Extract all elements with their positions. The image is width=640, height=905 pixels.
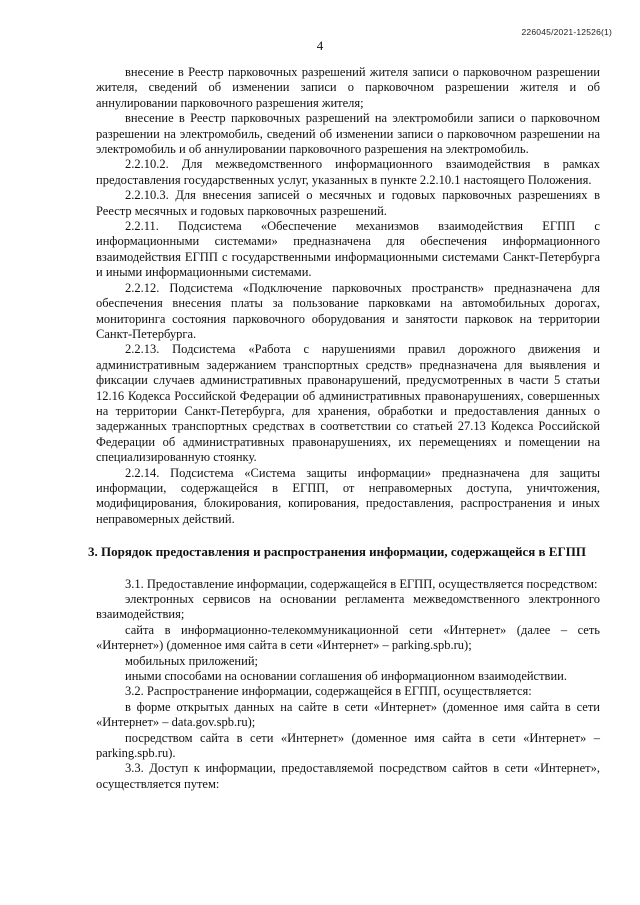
- paragraph: 3.2. Распространение информации, содержащейся в ЕГПП, осуществляется:: [125, 684, 532, 699]
- paragraph: внесение в Реестр парковочных разрешений жителя записи о парковочном разрешении жителя, сведений об изменении записи о парковочном разрешении жителя и об аннулировании парковочного разрешения жителя;: [96, 65, 600, 110]
- paragraph: посредством сайта в сети «Интернет» (доменное имя сайта в сети «Интернет» – parking.spb.ru).: [96, 730, 600, 761]
- paragraph: 2.2.10.2. Для межведомственного информационного взаимодействия в рамках предоставления государственных услуг, указанных в пункте 2.2.10.1 настоящего Положения.: [96, 157, 600, 187]
- paragraph: 2.2.11. Подсистема «Обеспечение механизмов взаимодействия ЕГПП с информационными системами» предназначена для обеспечения информационного взаимодействия ЕГПП с государственными информационными системами Санкт-Петербурга и иными информационными системами.: [96, 219, 600, 280]
- paragraph: иными способами на основании соглашения об информационном взаимодействии.: [125, 669, 567, 684]
- paragraph: в форме открытых данных на сайте в сети «Интернет» (доменное имя сайта в сети «Интернет» – data.gov.spb.ru);: [96, 699, 600, 730]
- paragraph: мобильных приложений;: [125, 653, 258, 668]
- paragraph: внесение в Реестр парковочных разрешений на электромобили записи о парковочном разрешении на электромобиль, сведений об изменении записи о парковочном разрешении на электромобиль и об аннулировании парковочного разрешения на электромобиль.: [96, 111, 600, 157]
- paragraph: 2.2.14. Подсистема «Система защиты информации» предназначена для защиты информации, содержащейся в ЕГПП, от неправомерных доступа, уничтожения, модифицирования, блокирования, копирования, предоставления, распространения и иных неправомерных действий.: [96, 465, 600, 526]
- paragraph: 3.1. Предоставление информации, содержащейся в ЕГПП, осуществляется посредством:: [125, 576, 598, 591]
- paragraph: 2.2.10.3. Для внесения записей о месячных и годовых парковочных разрешениях в Реестр месячных и годовых парковочных разрешений.: [96, 188, 600, 218]
- paragraph: электронных сервисов на основании регламента межведомственного электронного взаимодействия;: [96, 592, 600, 622]
- section-heading: 3. Порядок предоставления и распространения информации, содержащейся в ЕГПП: [88, 544, 586, 560]
- paragraph: 2.2.12. Подсистема «Подключение парковочных пространств» предназначена для обеспечения внесения платы за пользование парковками на автомобильных дорогах, мониторинга состояния парковочного оборудования и занятости парковок на территории Санкт-Петербурга.: [96, 280, 600, 341]
- paragraph: 2.2.13. Подсистема «Работа с нарушениями правил дорожного движения и административным задержанием транспортных средств» предназначена для выявления и фиксации случаев административных правонарушений, предусмотренных в части 5 статьи 12.16 Кодекса Российской Федерации об административных правонарушениях, совершенных на территории Санкт-Петербурга, для хранения, обработки и предоставления данных о задержанных транспортных средствах в соответствии со статьей 27.13 Кодекса Российской Федерации об административных правонарушениях, их перемещениях и помещении на специализированную стоянку.: [96, 342, 600, 465]
- paragraph: 3.3. Доступ к информации, предоставляемой посредством сайтов в сети «Интернет», осуществляется путем:: [96, 761, 600, 791]
- document-body: [88, 65, 600, 792]
- page-number: 4: [316, 38, 324, 53]
- document-id: 226045/2021-12526(1): [521, 27, 612, 37]
- paragraph: сайта в информационно-телекоммуникационной сети «Интернет» (далее – сеть «Интернет») (доменное имя сайта в сети «Интернет» – parking.spb.ru);: [96, 622, 600, 653]
